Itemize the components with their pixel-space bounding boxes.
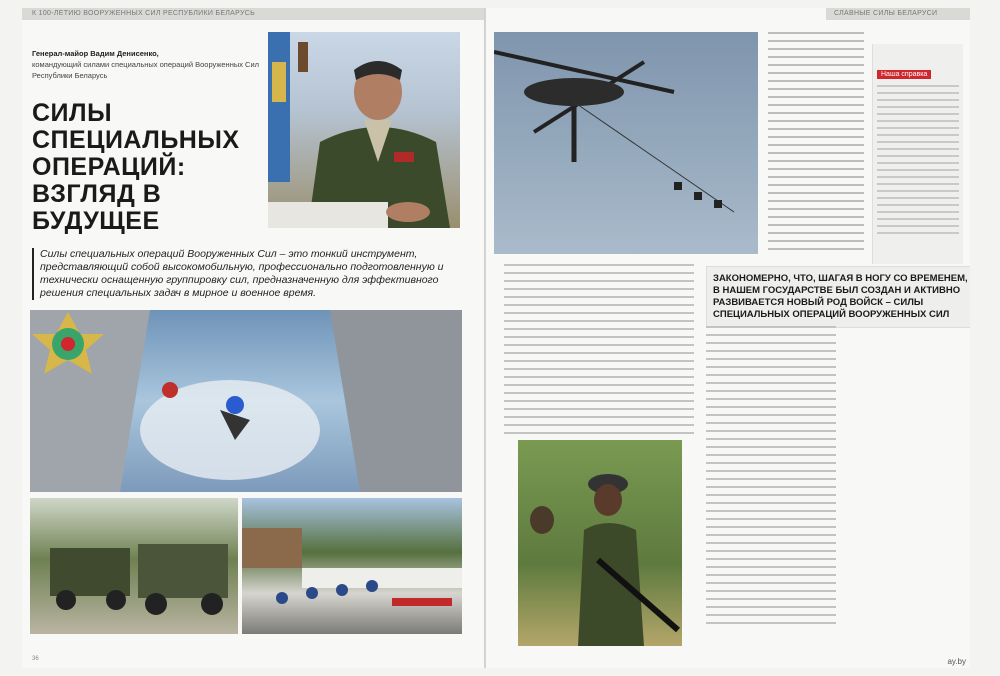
text-column-3 — [706, 326, 836, 626]
pull-quote: ЗАКОНОМЕРНО, ЧТО, ШАГАЯ В НОГУ СО ВРЕМЕНЕМ, В НАШЕМ ГОСУДАРСТВЕ БЫЛ СОЗДАН И АКТИВНО РАЗВИВАЕТСЯ НОВЫЙ РОД ВОЙСК – СИЛЫ СПЕЦИАЛЬНЫХ ОПЕРАЦИЙ ВООРУЖЕННЫХ СИЛ — [706, 266, 970, 328]
right-page — [486, 8, 970, 668]
general-portrait-photo — [268, 32, 460, 228]
author-role: командующий силами специальных операций Вооруженных Сил Республики Беларусь — [32, 60, 260, 80]
byline — [32, 48, 272, 81]
sidebox-text — [877, 85, 959, 235]
lead-paragraph: Силы специальных операций Вооруженных Сил – это тонкий инструмент, представляющий собой высокомобильную, профессионально подготовленную и технически оснащенную группировку сил, предназначенную для эффективного решения специальных задач в мирное и военное время. — [32, 248, 480, 300]
soldier-photo — [518, 440, 682, 646]
text-column-2 — [504, 264, 694, 434]
parachute-jump-photo — [30, 310, 462, 492]
right-running-header: СЛАВНЫЕ СИЛЫ БЕЛАРУСИ — [834, 10, 938, 17]
armored-vehicles-photo — [30, 498, 238, 634]
left-running-header: К 100-ЛЕТИЮ ВООРУЖЕННЫХ СИЛ РЕСПУБЛИКИ БЕЛАРУСЬ — [32, 10, 255, 17]
parade-demonstration-photo — [242, 498, 462, 634]
page-number-left: 36 — [32, 656, 39, 662]
reference-sidebox — [872, 44, 963, 264]
left-page — [22, 8, 484, 668]
sidebox-tag: Наша справка — [877, 70, 931, 79]
author-name: Генерал-майор Вадим Денисенко, — [32, 49, 159, 58]
article-title: СИЛЫ СПЕЦИАЛЬНЫХ ОПЕРАЦИЙ: ВЗГЛЯД В БУДУЩЕЕ — [32, 99, 240, 235]
watermark-text: ay.by — [947, 657, 966, 666]
text-column-1 — [768, 32, 864, 252]
helicopter-rappel-photo — [494, 32, 758, 254]
